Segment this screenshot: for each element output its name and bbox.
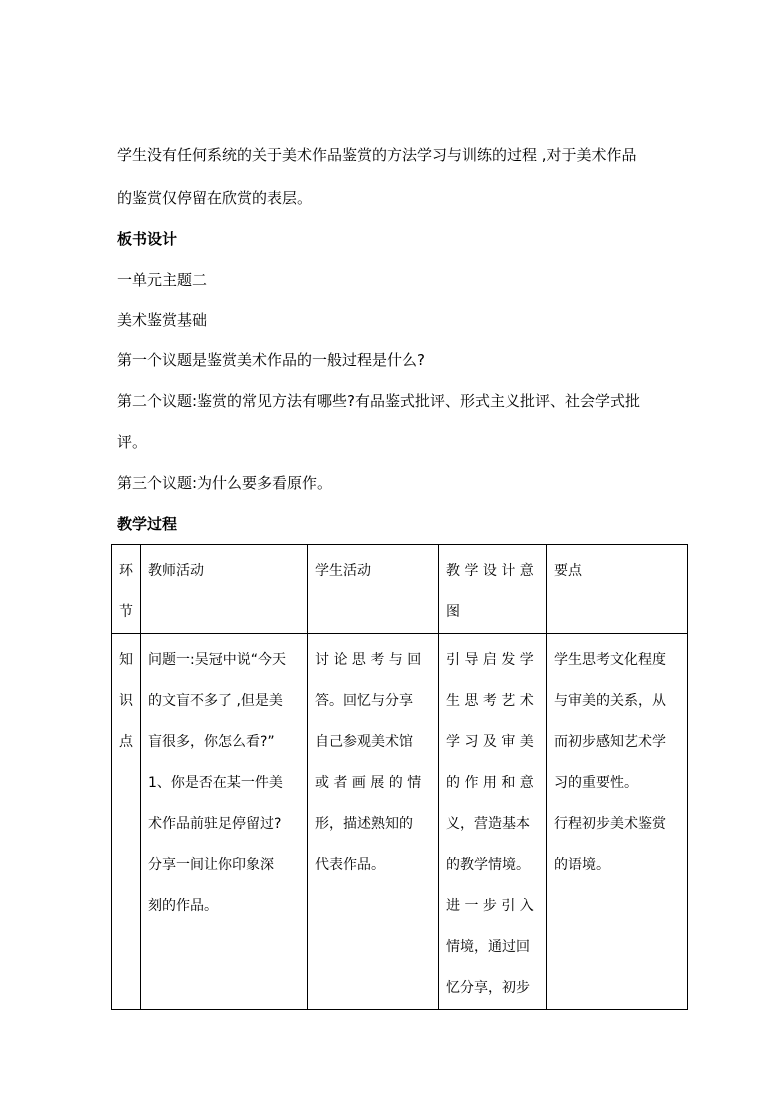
header-teacher-activity — [141, 545, 308, 634]
stage-line: 点 — [119, 734, 133, 750]
intent-line: 引 导 启 发 学 — [446, 652, 534, 668]
points-line: 行程初步美术鉴赏 — [554, 816, 666, 832]
points-line: 习的重要性。 — [554, 775, 638, 791]
student-line: 答。回忆与分享 — [315, 693, 413, 709]
board-design-heading: 板书设计 — [117, 230, 178, 248]
student-line: 代表作品。 — [315, 857, 385, 873]
points-line: 与审美的关系，从 — [554, 693, 666, 709]
table-header-row — [112, 545, 688, 634]
unit-label: 一单元主题二 — [117, 271, 208, 289]
intent-line: 情境，通过回 — [446, 939, 530, 955]
intro-line-2: 的鉴赏仅停留在欣赏的表层。 — [117, 189, 313, 207]
table-row — [112, 634, 688, 1010]
header-design-intent — [439, 545, 547, 634]
intent-line: 进 一 步 引 入 — [446, 898, 534, 914]
student-line: 或 者 画 展 的 情 — [315, 775, 422, 791]
header-intent-line-1: 教 学 设 计 意 — [446, 563, 534, 579]
teaching-process-heading: 教学过程 — [117, 515, 178, 533]
header-teacher-label: 教师活动 — [148, 563, 204, 579]
points-line: 而初步感知艺术学 — [554, 734, 666, 750]
stage-line: 识 — [119, 693, 133, 709]
cell-stage — [112, 634, 141, 1010]
header-student-activity — [308, 545, 439, 634]
header-stage-line-2: 节 — [119, 604, 133, 620]
teacher-line: 1、你是否在某一件美 — [148, 775, 283, 791]
intent-line: 忆分享，初步 — [446, 980, 530, 996]
teacher-line: 术作品前驻足停留过? — [148, 816, 282, 832]
intent-line: 的 作 用 和 意 — [446, 775, 534, 791]
issue-1: 第一个议题是鉴赏美术作品的一般过程是什么? — [117, 351, 425, 369]
cell-student-activity — [308, 634, 439, 1010]
intent-line: 学 习 及 审 美 — [446, 734, 534, 750]
issue-2-line-2: 评。 — [117, 433, 148, 451]
teaching-process-table — [111, 544, 688, 1010]
topic-label: 美术鉴赏基础 — [117, 311, 208, 329]
header-points-label: 要点 — [554, 563, 582, 579]
cell-teacher-activity — [141, 634, 308, 1010]
points-line: 的语境。 — [554, 857, 610, 873]
header-stage — [112, 545, 141, 634]
teacher-line: 刻的作品。 — [148, 898, 218, 914]
points-line: 学生思考文化程度 — [554, 652, 666, 668]
stage-line: 知 — [119, 652, 133, 668]
intent-line: 生 思 考 艺 术 — [446, 693, 534, 709]
intent-line: 义，营造基本 — [446, 816, 530, 832]
student-line: 形，描述熟知的 — [315, 816, 413, 832]
cell-key-points — [547, 634, 688, 1010]
header-intent-line-2: 图 — [446, 604, 460, 620]
header-student-label: 学生活动 — [315, 563, 371, 579]
student-line: 自己参观美术馆 — [315, 734, 413, 750]
teacher-line: 问题一:吴冠中说“今天 — [148, 652, 286, 668]
intro-line-1: 学生没有任何系统的关于美术作品鉴赏的方法学习与训练的过程 ,对于美术作品 — [117, 146, 637, 164]
cell-design-intent — [439, 634, 547, 1010]
header-key-points — [547, 545, 688, 634]
header-stage-line-1: 环 — [119, 563, 133, 579]
issue-2-line-1: 第二个议题:鉴赏的常见方法有哪些?有品鉴式批评、形式主义批评、社会学式批 — [117, 392, 641, 410]
issue-3: 第三个议题:为什么要多看原作。 — [117, 474, 333, 492]
intent-line: 的教学情境。 — [446, 857, 530, 873]
teacher-line: 的文盲不多了 ,但是美 — [148, 693, 283, 709]
student-line: 讨 论 思 考 与 回 — [315, 652, 422, 668]
teacher-line: 盲很多，你怎么看?” — [148, 734, 275, 750]
teacher-line: 分享一间让你印象深 — [148, 857, 274, 873]
